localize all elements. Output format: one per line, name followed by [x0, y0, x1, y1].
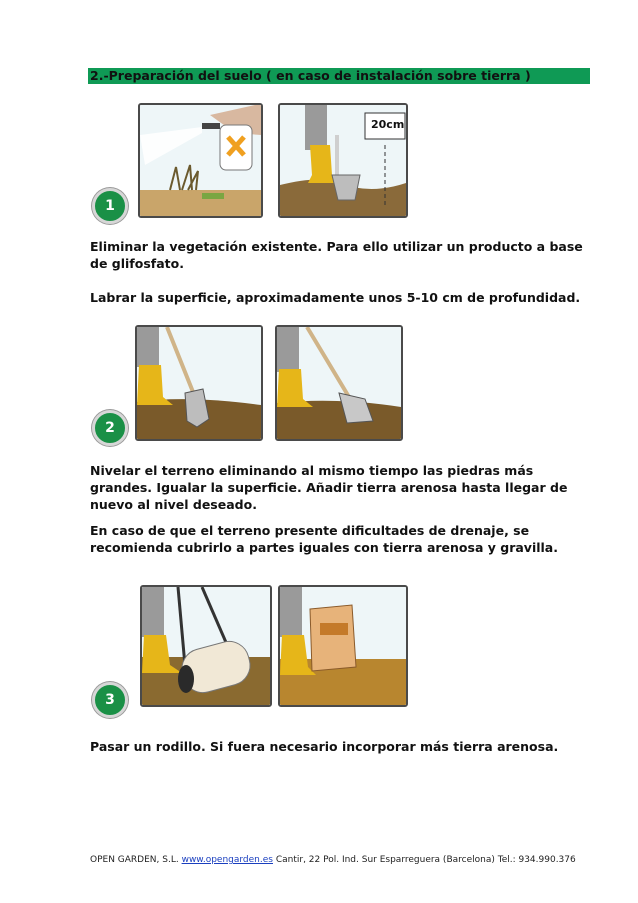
illustration-spraying-weeds [138, 103, 263, 218]
footer-address: Cantir, 22 Pol. Ind. Sur Esparreguera (Barcelona) Tel.: 934.990.376 [275, 855, 576, 865]
step-2-paragraph-1: Nivelar el terreno eliminando al mismo tiempo las piedras más grandes. Igualar la superficie. Añadir tierra arenosa hasta llegar de nuevo al nivel deseado. [90, 463, 568, 512]
depth-sign-label: 20cm [371, 118, 405, 131]
illustration-shovel-vertical [135, 325, 263, 441]
step-3-badge: 3 [92, 682, 128, 718]
step-1-paragraph-1: Eliminar la vegetación existente. Para ello utilizar un producto a base de glifosfato. [90, 239, 583, 271]
footer-company: OPEN GARDEN, S.L. [90, 855, 179, 865]
step-1-paragraph-2: Labrar la superficie, aproximadamente unos 5-10 cm de profundidad. [90, 290, 581, 305]
footer-website-link[interactable]: www.opengarden.es [181, 855, 273, 865]
section-title: 2.-Preparación del suelo ( en caso de instalación sobre tierra ) [88, 68, 590, 84]
illustration-shovel-leveling [275, 325, 403, 441]
illustration-digging-depth [278, 103, 408, 218]
illustration-roller [140, 585, 272, 707]
step-3-paragraph-1: Pasar un rodillo. Si fuera necesario incorporar más tierra arenosa. [90, 739, 559, 754]
step-2-badge: 2 [92, 410, 128, 446]
footer [90, 855, 576, 865]
step-2-paragraph-2: En caso de que el terreno presente dificultades de drenaje, se recomienda cubrirlo a partes iguales con tierra arenosa y gravilla. [90, 523, 558, 555]
illustration-sand-bag [278, 585, 408, 707]
step-1-badge: 1 [92, 188, 128, 224]
